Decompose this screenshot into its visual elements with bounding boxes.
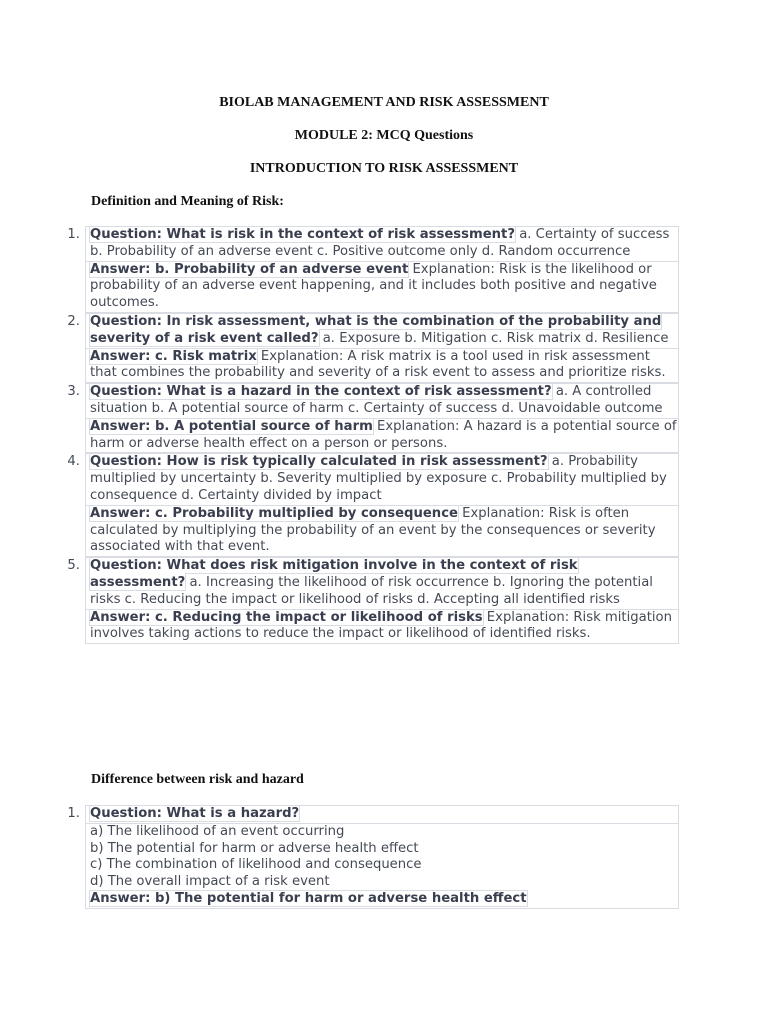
answer-block (85, 262, 679, 313)
options-block (85, 824, 679, 909)
explanation-text: Explanation: Risk is often calculated by multiplying the probability of an event by the consequences or severity associated with that event. (90, 505, 656, 555)
subsection-title-difference: Difference between risk and hazard (91, 772, 304, 787)
subsection-title-definition: Definition and Meaning of Risk: (91, 194, 284, 209)
answer-text: Answer: c. Reducing the impact or likelihood of risks (90, 609, 483, 625)
option-d: d) The overall impact of a risk event (90, 874, 330, 890)
explanation-text: Explanation: Risk mitigation involves taking actions to reduce the impact or likelihood of identified risks. (90, 609, 672, 642)
explanation-text: Explanation: Risk is the likelihood or probability of an adverse event happening, and it includes both positive and negative outcomes. (90, 261, 657, 311)
mcq-item (60, 557, 680, 644)
mcq-item (60, 313, 680, 383)
question-block (85, 557, 679, 609)
answer-block (85, 349, 679, 384)
course-title: BIOLAB MANAGEMENT AND RISK ASSESSMENT (219, 95, 549, 110)
options-text: a. Certainty of success b. Probability of an adverse event c. Positive outcome only d. Random occurrence (90, 227, 670, 259)
answer-text: Answer: c. Probability multiplied by consequence (90, 505, 458, 521)
question-block (85, 313, 679, 349)
options-text: a. Probability multiplied by uncertainty b. Severity multiplied by exposure c. Probability multiplied by consequence d. Certainty divided by impact (90, 454, 667, 503)
explanation-text: Explanation: A hazard is a potential source of harm or adverse health effect on a person or persons. (90, 418, 677, 451)
question-block (85, 453, 679, 505)
question-block (85, 805, 679, 824)
answer-block (85, 610, 679, 645)
question-text: Question: What is a hazard in the context of risk assessment? (90, 384, 552, 400)
mcq-item (60, 805, 680, 909)
mcq-list-definition (60, 226, 680, 644)
mcq-list-difference (60, 805, 680, 909)
answer-text: Answer: c. Risk matrix (90, 348, 257, 364)
options-text: a. Increasing the likelihood of risk occurrence b. Ignoring the potential risks c. Reducing the impact or likelihood of risks d. Accepting all identified risks (90, 574, 653, 607)
answer-text: Answer: b. A potential source of harm (90, 418, 373, 434)
mcq-item (60, 226, 680, 313)
question-block (85, 383, 679, 419)
item-number: 5. (67, 558, 80, 574)
question-block (85, 226, 679, 262)
mcq-item (60, 453, 680, 557)
question-text: Question: How is risk typically calculated in risk assessment? (90, 454, 548, 470)
section-title: INTRODUCTION TO RISK ASSESSMENT (249, 161, 519, 176)
question-text: Question: What does risk mitigation involve in the context of risk assessment? (90, 558, 578, 590)
question-text: Question: What is risk in the context of risk assessment? (90, 227, 515, 242)
answer-text: Answer: b. Probability of an adverse event (90, 261, 409, 277)
item-number: 2. (67, 313, 80, 329)
item-number: 1. (67, 227, 80, 242)
question-text: Question: In risk assessment, what is the combination of the probability and severity of a risk event called? (90, 313, 662, 346)
options-text: a. A controlled situation b. A potential source of harm c. Certainty of success d. Unavoidable outcome (90, 384, 663, 416)
option-c: c) The combination of likelihood and consequence (90, 857, 422, 873)
question-text: Question: What is a hazard? (90, 806, 300, 821)
options-text: a. Exposure b. Mitigation c. Risk matrix d. Resilience (318, 330, 669, 346)
answer-block (85, 419, 679, 454)
answer-text: Answer: b) The potential for harm or adverse health effect (90, 890, 527, 906)
mcq-item (60, 383, 680, 453)
answer-block (85, 506, 679, 557)
item-number: 1. (67, 806, 80, 821)
option-a: a) The likelihood of an event occurring (90, 823, 345, 839)
explanation-text: Explanation: A risk matrix is a tool used in risk assessment that combines the probability and severity of a risk event to assess and prioritize risks. (90, 348, 666, 381)
module-title: MODULE 2: MCQ Questions (294, 128, 474, 143)
item-number: 4. (67, 454, 80, 470)
item-number: 3. (67, 384, 80, 400)
option-b: b) The potential for harm or adverse health effect (90, 840, 419, 856)
